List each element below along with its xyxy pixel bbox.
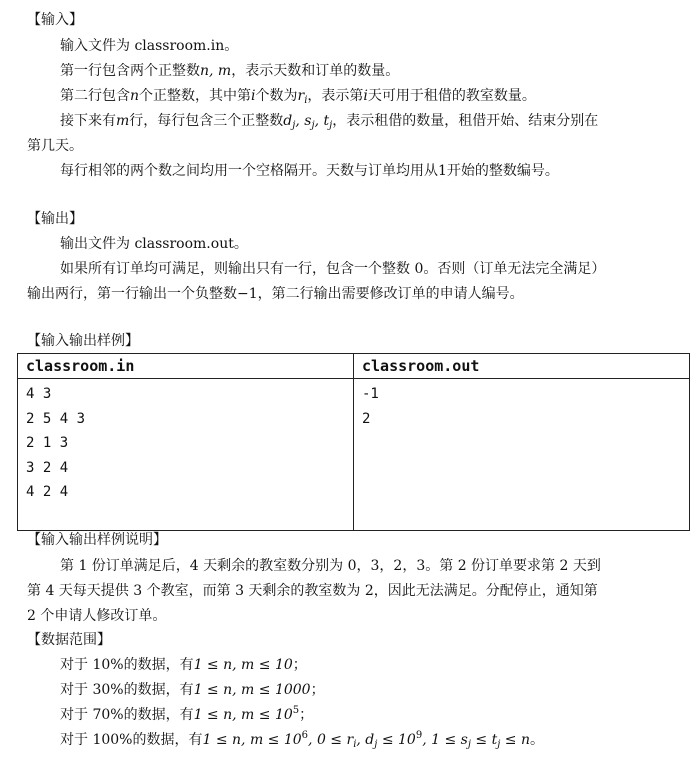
- input-order-lines-desc: 接下来有m行，每行包含三个正整数$d_j$, $s_j$, $t_j$，表示租借的数量，租借开始、结束分别在: [60, 113, 599, 131]
- sample-output-header: classroom.out: [354, 354, 690, 379]
- input-second-line-desc: 第二行包含n个正整数，其中第i个数为$r_i$，表示第i天可用于租借的教室数量。: [60, 88, 536, 106]
- sample-input-header: classroom.in: [18, 354, 354, 379]
- explain-line2: 第 4 天每天提供 3 个教室，而第 3 天剩余的教室数为 2，因此无法满足。分配停止，通知第: [27, 583, 598, 599]
- input-order-lines-desc-cont: 第几天。: [27, 138, 83, 154]
- sample-output-line: -1: [362, 386, 379, 402]
- explain-line1: 第 1 份订单满足后，4 天剩余的教室数分别为 0，3，2，3。第 2 份订单要求第 2 天到: [60, 558, 601, 574]
- sample-input-line: 2 5 4 3: [26, 410, 86, 427]
- output-file-line: 输出文件为 classroom.out。: [60, 236, 248, 252]
- sample-output-line: 2: [362, 410, 371, 427]
- input-first-line-desc: 第一行包含两个正整数n, m，表示天数和订单的数量。: [60, 63, 400, 79]
- sample-input-line: 4 2 4: [26, 484, 69, 500]
- output-desc-line1: 如果所有订单均可满足，则输出只有一行，包含一个整数 0。否则（订单无法完全满足）: [60, 261, 606, 277]
- range-line-30: 对于 30%的数据，有1 ≤ n, m ≤ 1000；: [60, 682, 325, 698]
- sample-heading: 【输入输出样例】: [27, 333, 139, 349]
- sample-input-line: 2 1 3: [26, 435, 69, 451]
- sample-input-line: 3 2 4: [26, 459, 69, 476]
- input-separator-desc: 每行相邻的两个数之间均用一个空格隔开。天数与订单均用从1开始的整数编号。: [60, 163, 559, 179]
- sample-input-cell: [18, 379, 354, 531]
- range-line-100: 对于 100%的数据，有1 ≤ n, $m \le 10^6$, $0 \le r_i$, $d_j \le 10^9$, $1 \le s_j \le t_j \le n$。: [60, 730, 544, 750]
- output-heading: 【输出】: [27, 211, 83, 227]
- input-file-line: 输入文件为 classroom.in。: [60, 38, 239, 54]
- range-heading: 【数据范围】: [27, 632, 111, 648]
- explain-line3: 2 个申请人修改订单。: [27, 608, 167, 624]
- explain-heading: 【输入输出样例说明】: [27, 532, 167, 548]
- sample-table: [17, 353, 690, 531]
- sample-output-cell: [354, 379, 690, 531]
- sample-input-line: 4 3: [26, 386, 52, 402]
- range-line-10: 对于 10%的数据，有1 ≤ n, m ≤ 10；: [60, 657, 307, 673]
- range-line-70: 对于 70%的数据，有1 ≤ n, $m \le 10^5$；: [60, 705, 314, 723]
- input-heading: 【输入】: [27, 12, 83, 28]
- output-desc-line2: 输出两行，第一行输出一个负整数−1，第二行输出需要修改订单的申请人编号。: [27, 286, 524, 302]
